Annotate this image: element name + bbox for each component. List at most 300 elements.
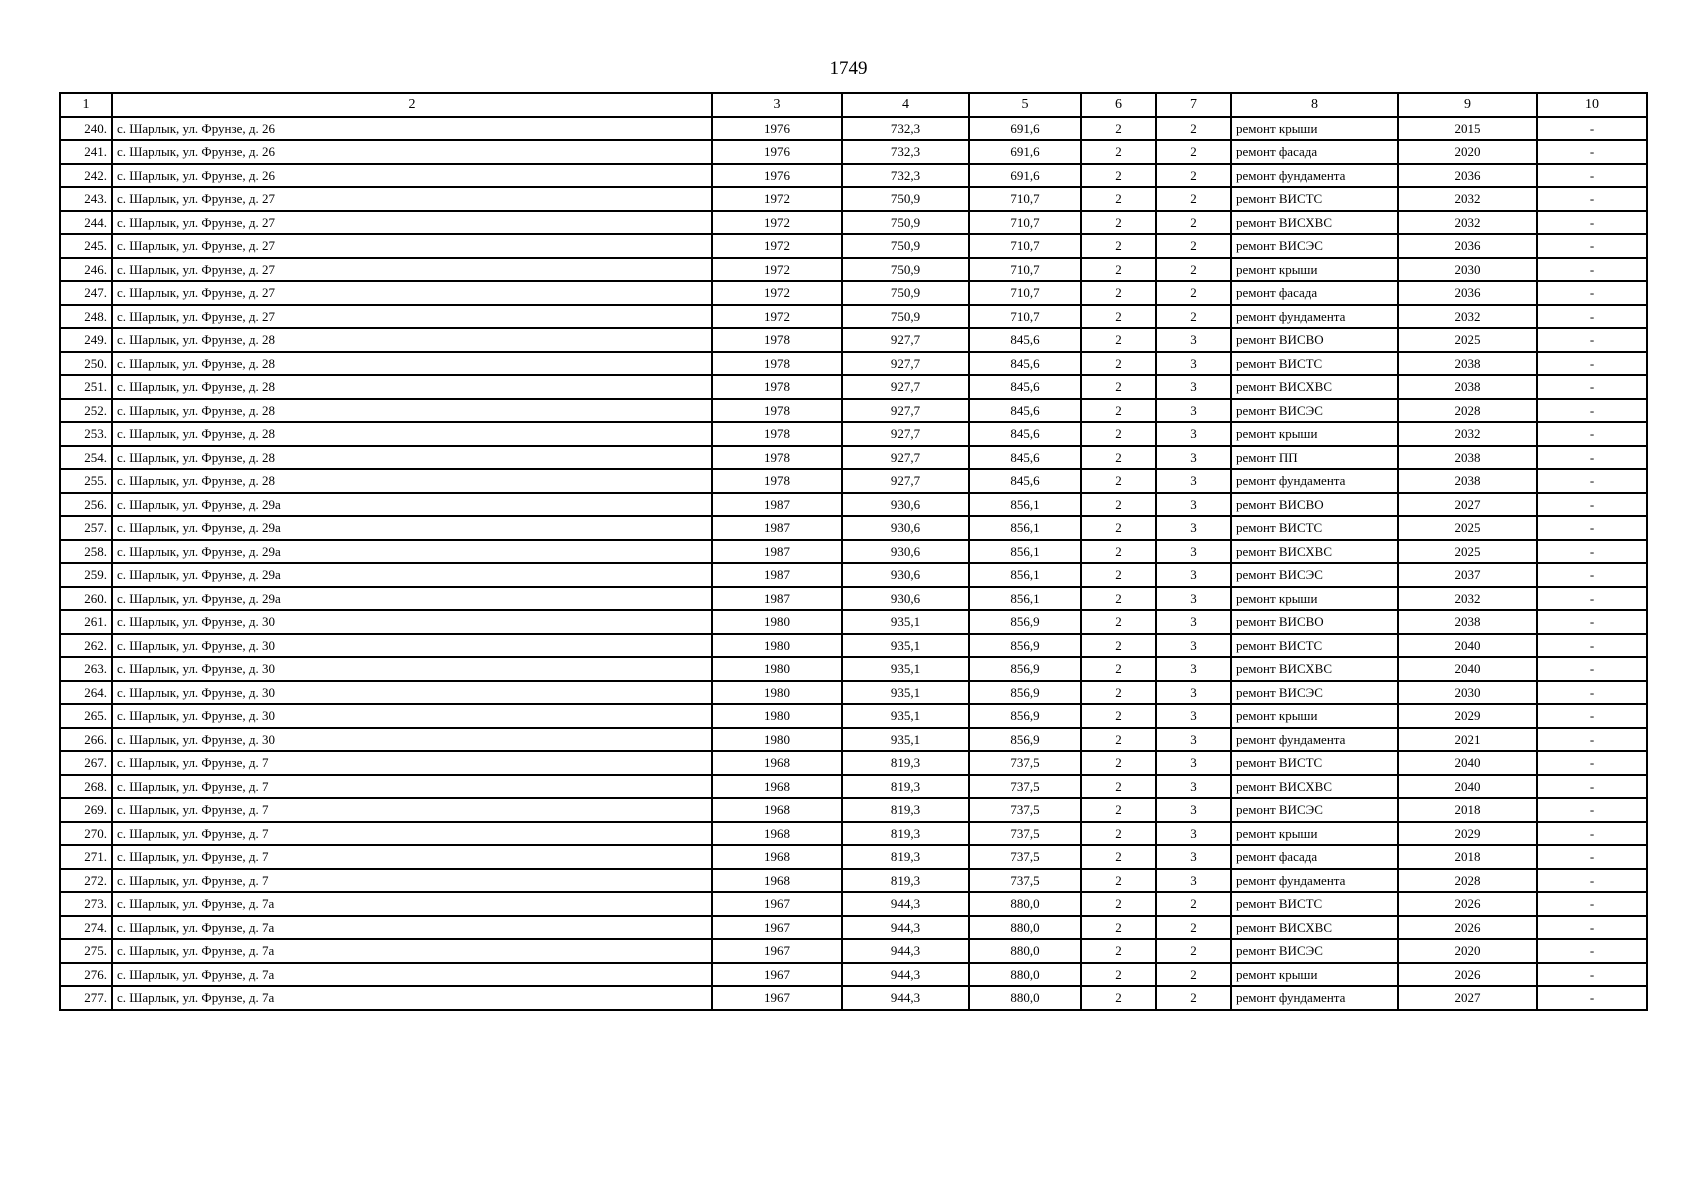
note-cell: - xyxy=(1537,211,1647,235)
row-number-cell: 263. xyxy=(60,657,112,681)
work-type-cell: ремонт ПП xyxy=(1231,446,1398,470)
living-area-cell: 845,6 xyxy=(969,469,1081,493)
total-area-cell: 944,3 xyxy=(842,986,969,1010)
planned-year-cell: 2026 xyxy=(1398,963,1537,987)
entrances-cell: 3 xyxy=(1156,352,1231,376)
year-built-cell: 1987 xyxy=(712,540,842,564)
address-cell: с. Шарлык, ул. Фрунзе, д. 30 xyxy=(112,657,712,681)
work-type-cell: ремонт ВИСЭС xyxy=(1231,234,1398,258)
year-built-cell: 1976 xyxy=(712,164,842,188)
living-area-cell: 856,9 xyxy=(969,728,1081,752)
table-body xyxy=(60,117,1647,1010)
table-row xyxy=(60,728,1647,752)
year-built-cell: 1972 xyxy=(712,258,842,282)
entrances-cell: 3 xyxy=(1156,563,1231,587)
floors-cell: 2 xyxy=(1081,751,1156,775)
living-area-cell: 856,1 xyxy=(969,540,1081,564)
planned-year-cell: 2032 xyxy=(1398,305,1537,329)
row-number-cell: 257. xyxy=(60,516,112,540)
table-row xyxy=(60,869,1647,893)
planned-year-cell: 2025 xyxy=(1398,328,1537,352)
living-area-cell: 856,9 xyxy=(969,681,1081,705)
living-area-cell: 710,7 xyxy=(969,187,1081,211)
total-area-cell: 930,6 xyxy=(842,516,969,540)
note-cell: - xyxy=(1537,164,1647,188)
work-type-cell: ремонт ВИСТС xyxy=(1231,352,1398,376)
row-number-cell: 248. xyxy=(60,305,112,329)
floors-cell: 2 xyxy=(1081,446,1156,470)
address-cell: с. Шарлык, ул. Фрунзе, д. 28 xyxy=(112,375,712,399)
year-built-cell: 1978 xyxy=(712,446,842,470)
note-cell: - xyxy=(1537,446,1647,470)
note-cell: - xyxy=(1537,681,1647,705)
entrances-cell: 2 xyxy=(1156,305,1231,329)
planned-year-cell: 2028 xyxy=(1398,399,1537,423)
living-area-cell: 856,1 xyxy=(969,563,1081,587)
entrances-cell: 2 xyxy=(1156,281,1231,305)
floors-cell: 2 xyxy=(1081,540,1156,564)
planned-year-cell: 2032 xyxy=(1398,187,1537,211)
floors-cell: 2 xyxy=(1081,798,1156,822)
year-built-cell: 1968 xyxy=(712,822,842,846)
work-type-cell: ремонт ВИСЭС xyxy=(1231,939,1398,963)
total-area-cell: 750,9 xyxy=(842,305,969,329)
living-area-cell: 845,6 xyxy=(969,399,1081,423)
living-area-cell: 845,6 xyxy=(969,422,1081,446)
living-area-cell: 737,5 xyxy=(969,798,1081,822)
table-row xyxy=(60,493,1647,517)
address-cell: с. Шарлык, ул. Фрунзе, д. 30 xyxy=(112,634,712,658)
address-cell: с. Шарлык, ул. Фрунзе, д. 27 xyxy=(112,305,712,329)
work-type-cell: ремонт ВИСХВС xyxy=(1231,211,1398,235)
floors-cell: 2 xyxy=(1081,469,1156,493)
floors-cell: 2 xyxy=(1081,281,1156,305)
total-area-cell: 935,1 xyxy=(842,728,969,752)
work-type-cell: ремонт ВИСЭС xyxy=(1231,798,1398,822)
floors-cell: 2 xyxy=(1081,963,1156,987)
living-area-cell: 691,6 xyxy=(969,164,1081,188)
row-number-cell: 253. xyxy=(60,422,112,446)
entrances-cell: 2 xyxy=(1156,211,1231,235)
row-number-cell: 254. xyxy=(60,446,112,470)
entrances-cell: 3 xyxy=(1156,446,1231,470)
entrances-cell: 2 xyxy=(1156,892,1231,916)
note-cell: - xyxy=(1537,469,1647,493)
floors-cell: 2 xyxy=(1081,493,1156,517)
work-type-cell: ремонт фундамента xyxy=(1231,305,1398,329)
address-cell: с. Шарлык, ул. Фрунзе, д. 28 xyxy=(112,446,712,470)
year-built-cell: 1978 xyxy=(712,422,842,446)
column-header-5: 5 xyxy=(969,93,1081,117)
work-type-cell: ремонт фундамента xyxy=(1231,869,1398,893)
planned-year-cell: 2021 xyxy=(1398,728,1537,752)
address-cell: с. Шарлык, ул. Фрунзе, д. 28 xyxy=(112,422,712,446)
planned-year-cell: 2040 xyxy=(1398,751,1537,775)
work-type-cell: ремонт фасада xyxy=(1231,845,1398,869)
note-cell: - xyxy=(1537,869,1647,893)
total-area-cell: 930,6 xyxy=(842,587,969,611)
floors-cell: 2 xyxy=(1081,422,1156,446)
floors-cell: 2 xyxy=(1081,728,1156,752)
row-number-cell: 271. xyxy=(60,845,112,869)
work-type-cell: ремонт ВИСВО xyxy=(1231,493,1398,517)
table-row xyxy=(60,610,1647,634)
entrances-cell: 3 xyxy=(1156,375,1231,399)
address-cell: с. Шарлык, ул. Фрунзе, д. 29а xyxy=(112,516,712,540)
floors-cell: 2 xyxy=(1081,258,1156,282)
note-cell: - xyxy=(1537,775,1647,799)
note-cell: - xyxy=(1537,328,1647,352)
work-type-cell: ремонт крыши xyxy=(1231,258,1398,282)
note-cell: - xyxy=(1537,305,1647,329)
floors-cell: 2 xyxy=(1081,164,1156,188)
table-row xyxy=(60,234,1647,258)
year-built-cell: 1967 xyxy=(712,963,842,987)
address-cell: с. Шарлык, ул. Фрунзе, д. 7 xyxy=(112,775,712,799)
year-built-cell: 1978 xyxy=(712,469,842,493)
work-type-cell: ремонт ВИСТС xyxy=(1231,892,1398,916)
address-cell: с. Шарлык, ул. Фрунзе, д. 7 xyxy=(112,798,712,822)
column-header-6: 6 xyxy=(1081,93,1156,117)
entrances-cell: 3 xyxy=(1156,704,1231,728)
entrances-cell: 3 xyxy=(1156,775,1231,799)
table-row xyxy=(60,281,1647,305)
year-built-cell: 1968 xyxy=(712,798,842,822)
planned-year-cell: 2028 xyxy=(1398,869,1537,893)
address-cell: с. Шарлык, ул. Фрунзе, д. 28 xyxy=(112,469,712,493)
living-area-cell: 710,7 xyxy=(969,305,1081,329)
planned-year-cell: 2032 xyxy=(1398,211,1537,235)
planned-year-cell: 2015 xyxy=(1398,117,1537,141)
year-built-cell: 1980 xyxy=(712,681,842,705)
row-number-cell: 265. xyxy=(60,704,112,728)
year-built-cell: 1972 xyxy=(712,281,842,305)
table-row xyxy=(60,657,1647,681)
address-cell: с. Шарлык, ул. Фрунзе, д. 30 xyxy=(112,681,712,705)
row-number-cell: 243. xyxy=(60,187,112,211)
address-cell: с. Шарлык, ул. Фрунзе, д. 7 xyxy=(112,869,712,893)
table-row xyxy=(60,681,1647,705)
floors-cell: 2 xyxy=(1081,187,1156,211)
total-area-cell: 935,1 xyxy=(842,704,969,728)
total-area-cell: 927,7 xyxy=(842,375,969,399)
entrances-cell: 2 xyxy=(1156,164,1231,188)
floors-cell: 2 xyxy=(1081,986,1156,1010)
living-area-cell: 856,9 xyxy=(969,634,1081,658)
table-row xyxy=(60,399,1647,423)
work-type-cell: ремонт ВИСХВС xyxy=(1231,540,1398,564)
entrances-cell: 3 xyxy=(1156,728,1231,752)
entrances-cell: 3 xyxy=(1156,822,1231,846)
floors-cell: 2 xyxy=(1081,399,1156,423)
table-row xyxy=(60,587,1647,611)
planned-year-cell: 2025 xyxy=(1398,516,1537,540)
total-area-cell: 930,6 xyxy=(842,540,969,564)
planned-year-cell: 2037 xyxy=(1398,563,1537,587)
living-area-cell: 845,6 xyxy=(969,328,1081,352)
note-cell: - xyxy=(1537,540,1647,564)
total-area-cell: 732,3 xyxy=(842,164,969,188)
work-type-cell: ремонт фундамента xyxy=(1231,986,1398,1010)
work-type-cell: ремонт ВИСТС xyxy=(1231,187,1398,211)
total-area-cell: 750,9 xyxy=(842,234,969,258)
row-number-cell: 247. xyxy=(60,281,112,305)
living-area-cell: 710,7 xyxy=(969,281,1081,305)
total-area-cell: 944,3 xyxy=(842,916,969,940)
year-built-cell: 1968 xyxy=(712,869,842,893)
note-cell: - xyxy=(1537,187,1647,211)
living-area-cell: 856,9 xyxy=(969,610,1081,634)
entrances-cell: 2 xyxy=(1156,986,1231,1010)
total-area-cell: 750,9 xyxy=(842,258,969,282)
column-header-7: 7 xyxy=(1156,93,1231,117)
planned-year-cell: 2029 xyxy=(1398,822,1537,846)
address-cell: с. Шарлык, ул. Фрунзе, д. 7а xyxy=(112,916,712,940)
work-type-cell: ремонт ВИСТС xyxy=(1231,751,1398,775)
living-area-cell: 856,9 xyxy=(969,704,1081,728)
work-type-cell: ремонт ВИСВО xyxy=(1231,328,1398,352)
note-cell: - xyxy=(1537,375,1647,399)
address-cell: с. Шарлык, ул. Фрунзе, д. 29а xyxy=(112,493,712,517)
row-number-cell: 264. xyxy=(60,681,112,705)
note-cell: - xyxy=(1537,258,1647,282)
total-area-cell: 927,7 xyxy=(842,399,969,423)
year-built-cell: 1967 xyxy=(712,939,842,963)
planned-year-cell: 2018 xyxy=(1398,845,1537,869)
note-cell: - xyxy=(1537,939,1647,963)
total-area-cell: 927,7 xyxy=(842,422,969,446)
planned-year-cell: 2026 xyxy=(1398,892,1537,916)
year-built-cell: 1968 xyxy=(712,751,842,775)
address-cell: с. Шарлык, ул. Фрунзе, д. 26 xyxy=(112,164,712,188)
work-type-cell: ремонт крыши xyxy=(1231,963,1398,987)
work-type-cell: ремонт ВИСТС xyxy=(1231,634,1398,658)
note-cell: - xyxy=(1537,845,1647,869)
table-row xyxy=(60,211,1647,235)
address-cell: с. Шарлык, ул. Фрунзе, д. 7 xyxy=(112,822,712,846)
note-cell: - xyxy=(1537,587,1647,611)
table-row xyxy=(60,845,1647,869)
note-cell: - xyxy=(1537,516,1647,540)
total-area-cell: 732,3 xyxy=(842,140,969,164)
row-number-cell: 266. xyxy=(60,728,112,752)
living-area-cell: 856,9 xyxy=(969,657,1081,681)
table-row xyxy=(60,963,1647,987)
year-built-cell: 1976 xyxy=(712,117,842,141)
year-built-cell: 1978 xyxy=(712,399,842,423)
repair-schedule-table xyxy=(59,92,1648,1011)
work-type-cell: ремонт фундамента xyxy=(1231,728,1398,752)
year-built-cell: 1976 xyxy=(712,140,842,164)
floors-cell: 2 xyxy=(1081,845,1156,869)
living-area-cell: 737,5 xyxy=(969,845,1081,869)
note-cell: - xyxy=(1537,916,1647,940)
entrances-cell: 3 xyxy=(1156,399,1231,423)
entrances-cell: 3 xyxy=(1156,587,1231,611)
year-built-cell: 1978 xyxy=(712,375,842,399)
entrances-cell: 2 xyxy=(1156,187,1231,211)
row-number-cell: 259. xyxy=(60,563,112,587)
row-number-cell: 269. xyxy=(60,798,112,822)
table-row xyxy=(60,822,1647,846)
entrances-cell: 2 xyxy=(1156,939,1231,963)
total-area-cell: 944,3 xyxy=(842,892,969,916)
planned-year-cell: 2025 xyxy=(1398,540,1537,564)
year-built-cell: 1967 xyxy=(712,916,842,940)
floors-cell: 2 xyxy=(1081,117,1156,141)
floors-cell: 2 xyxy=(1081,305,1156,329)
note-cell: - xyxy=(1537,657,1647,681)
table-row xyxy=(60,916,1647,940)
planned-year-cell: 2030 xyxy=(1398,258,1537,282)
year-built-cell: 1967 xyxy=(712,986,842,1010)
floors-cell: 2 xyxy=(1081,657,1156,681)
row-number-cell: 249. xyxy=(60,328,112,352)
planned-year-cell: 2027 xyxy=(1398,493,1537,517)
table-row xyxy=(60,164,1647,188)
work-type-cell: ремонт ВИСЭС xyxy=(1231,399,1398,423)
living-area-cell: 845,6 xyxy=(969,446,1081,470)
row-number-cell: 258. xyxy=(60,540,112,564)
table-row xyxy=(60,798,1647,822)
note-cell: - xyxy=(1537,422,1647,446)
total-area-cell: 819,3 xyxy=(842,822,969,846)
total-area-cell: 927,7 xyxy=(842,352,969,376)
planned-year-cell: 2038 xyxy=(1398,446,1537,470)
table-row xyxy=(60,446,1647,470)
work-type-cell: ремонт крыши xyxy=(1231,422,1398,446)
year-built-cell: 1980 xyxy=(712,704,842,728)
planned-year-cell: 2020 xyxy=(1398,939,1537,963)
planned-year-cell: 2040 xyxy=(1398,775,1537,799)
planned-year-cell: 2026 xyxy=(1398,916,1537,940)
address-cell: с. Шарлык, ул. Фрунзе, д. 7а xyxy=(112,892,712,916)
row-number-cell: 245. xyxy=(60,234,112,258)
work-type-cell: ремонт ВИСХВС xyxy=(1231,916,1398,940)
row-number-cell: 240. xyxy=(60,117,112,141)
address-cell: с. Шарлык, ул. Фрунзе, д. 7а xyxy=(112,986,712,1010)
year-built-cell: 1972 xyxy=(712,187,842,211)
note-cell: - xyxy=(1537,352,1647,376)
entrances-cell: 3 xyxy=(1156,328,1231,352)
entrances-cell: 2 xyxy=(1156,963,1231,987)
table-row xyxy=(60,187,1647,211)
note-cell: - xyxy=(1537,963,1647,987)
address-cell: с. Шарлык, ул. Фрунзе, д. 27 xyxy=(112,234,712,258)
floors-cell: 2 xyxy=(1081,234,1156,258)
living-area-cell: 691,6 xyxy=(969,117,1081,141)
note-cell: - xyxy=(1537,493,1647,517)
total-area-cell: 935,1 xyxy=(842,634,969,658)
total-area-cell: 819,3 xyxy=(842,751,969,775)
entrances-cell: 3 xyxy=(1156,422,1231,446)
year-built-cell: 1987 xyxy=(712,563,842,587)
work-type-cell: ремонт ВИСХВС xyxy=(1231,775,1398,799)
floors-cell: 2 xyxy=(1081,634,1156,658)
total-area-cell: 819,3 xyxy=(842,798,969,822)
table-row xyxy=(60,375,1647,399)
row-number-cell: 256. xyxy=(60,493,112,517)
column-header-8: 8 xyxy=(1231,93,1398,117)
entrances-cell: 2 xyxy=(1156,117,1231,141)
year-built-cell: 1987 xyxy=(712,516,842,540)
total-area-cell: 732,3 xyxy=(842,117,969,141)
floors-cell: 2 xyxy=(1081,328,1156,352)
total-area-cell: 927,7 xyxy=(842,446,969,470)
table-row xyxy=(60,305,1647,329)
note-cell: - xyxy=(1537,399,1647,423)
entrances-cell: 3 xyxy=(1156,798,1231,822)
year-built-cell: 1980 xyxy=(712,634,842,658)
living-area-cell: 737,5 xyxy=(969,751,1081,775)
row-number-cell: 241. xyxy=(60,140,112,164)
living-area-cell: 737,5 xyxy=(969,775,1081,799)
column-header-4: 4 xyxy=(842,93,969,117)
work-type-cell: ремонт ВИСЭС xyxy=(1231,563,1398,587)
work-type-cell: ремонт крыши xyxy=(1231,117,1398,141)
year-built-cell: 1968 xyxy=(712,845,842,869)
living-area-cell: 737,5 xyxy=(969,869,1081,893)
table-row xyxy=(60,939,1647,963)
table-row xyxy=(60,751,1647,775)
row-number-cell: 277. xyxy=(60,986,112,1010)
row-number-cell: 252. xyxy=(60,399,112,423)
floors-cell: 2 xyxy=(1081,869,1156,893)
table-row xyxy=(60,328,1647,352)
year-built-cell: 1972 xyxy=(712,305,842,329)
note-cell: - xyxy=(1537,281,1647,305)
floors-cell: 2 xyxy=(1081,822,1156,846)
work-type-cell: ремонт ВИСВО xyxy=(1231,610,1398,634)
address-cell: с. Шарлык, ул. Фрунзе, д. 7 xyxy=(112,845,712,869)
living-area-cell: 710,7 xyxy=(969,234,1081,258)
entrances-cell: 3 xyxy=(1156,493,1231,517)
year-built-cell: 1987 xyxy=(712,587,842,611)
total-area-cell: 935,1 xyxy=(842,657,969,681)
address-cell: с. Шарлык, ул. Фрунзе, д. 27 xyxy=(112,281,712,305)
year-built-cell: 1978 xyxy=(712,328,842,352)
work-type-cell: ремонт фундамента xyxy=(1231,469,1398,493)
floors-cell: 2 xyxy=(1081,610,1156,634)
table-row xyxy=(60,117,1647,141)
living-area-cell: 880,0 xyxy=(969,963,1081,987)
year-built-cell: 1987 xyxy=(712,493,842,517)
floors-cell: 2 xyxy=(1081,211,1156,235)
row-number-cell: 262. xyxy=(60,634,112,658)
work-type-cell: ремонт крыши xyxy=(1231,822,1398,846)
address-cell: с. Шарлык, ул. Фрунзе, д. 26 xyxy=(112,140,712,164)
living-area-cell: 845,6 xyxy=(969,375,1081,399)
row-number-cell: 251. xyxy=(60,375,112,399)
table-row xyxy=(60,704,1647,728)
note-cell: - xyxy=(1537,728,1647,752)
note-cell: - xyxy=(1537,892,1647,916)
entrances-cell: 2 xyxy=(1156,234,1231,258)
planned-year-cell: 2029 xyxy=(1398,704,1537,728)
entrances-cell: 3 xyxy=(1156,869,1231,893)
row-number-cell: 267. xyxy=(60,751,112,775)
work-type-cell: ремонт фасада xyxy=(1231,281,1398,305)
row-number-cell: 260. xyxy=(60,587,112,611)
row-number-cell: 275. xyxy=(60,939,112,963)
living-area-cell: 880,0 xyxy=(969,939,1081,963)
floors-cell: 2 xyxy=(1081,892,1156,916)
address-cell: с. Шарлык, ул. Фрунзе, д. 29а xyxy=(112,587,712,611)
address-cell: с. Шарлык, ул. Фрунзе, д. 28 xyxy=(112,399,712,423)
year-built-cell: 1968 xyxy=(712,775,842,799)
planned-year-cell: 2036 xyxy=(1398,164,1537,188)
note-cell: - xyxy=(1537,117,1647,141)
